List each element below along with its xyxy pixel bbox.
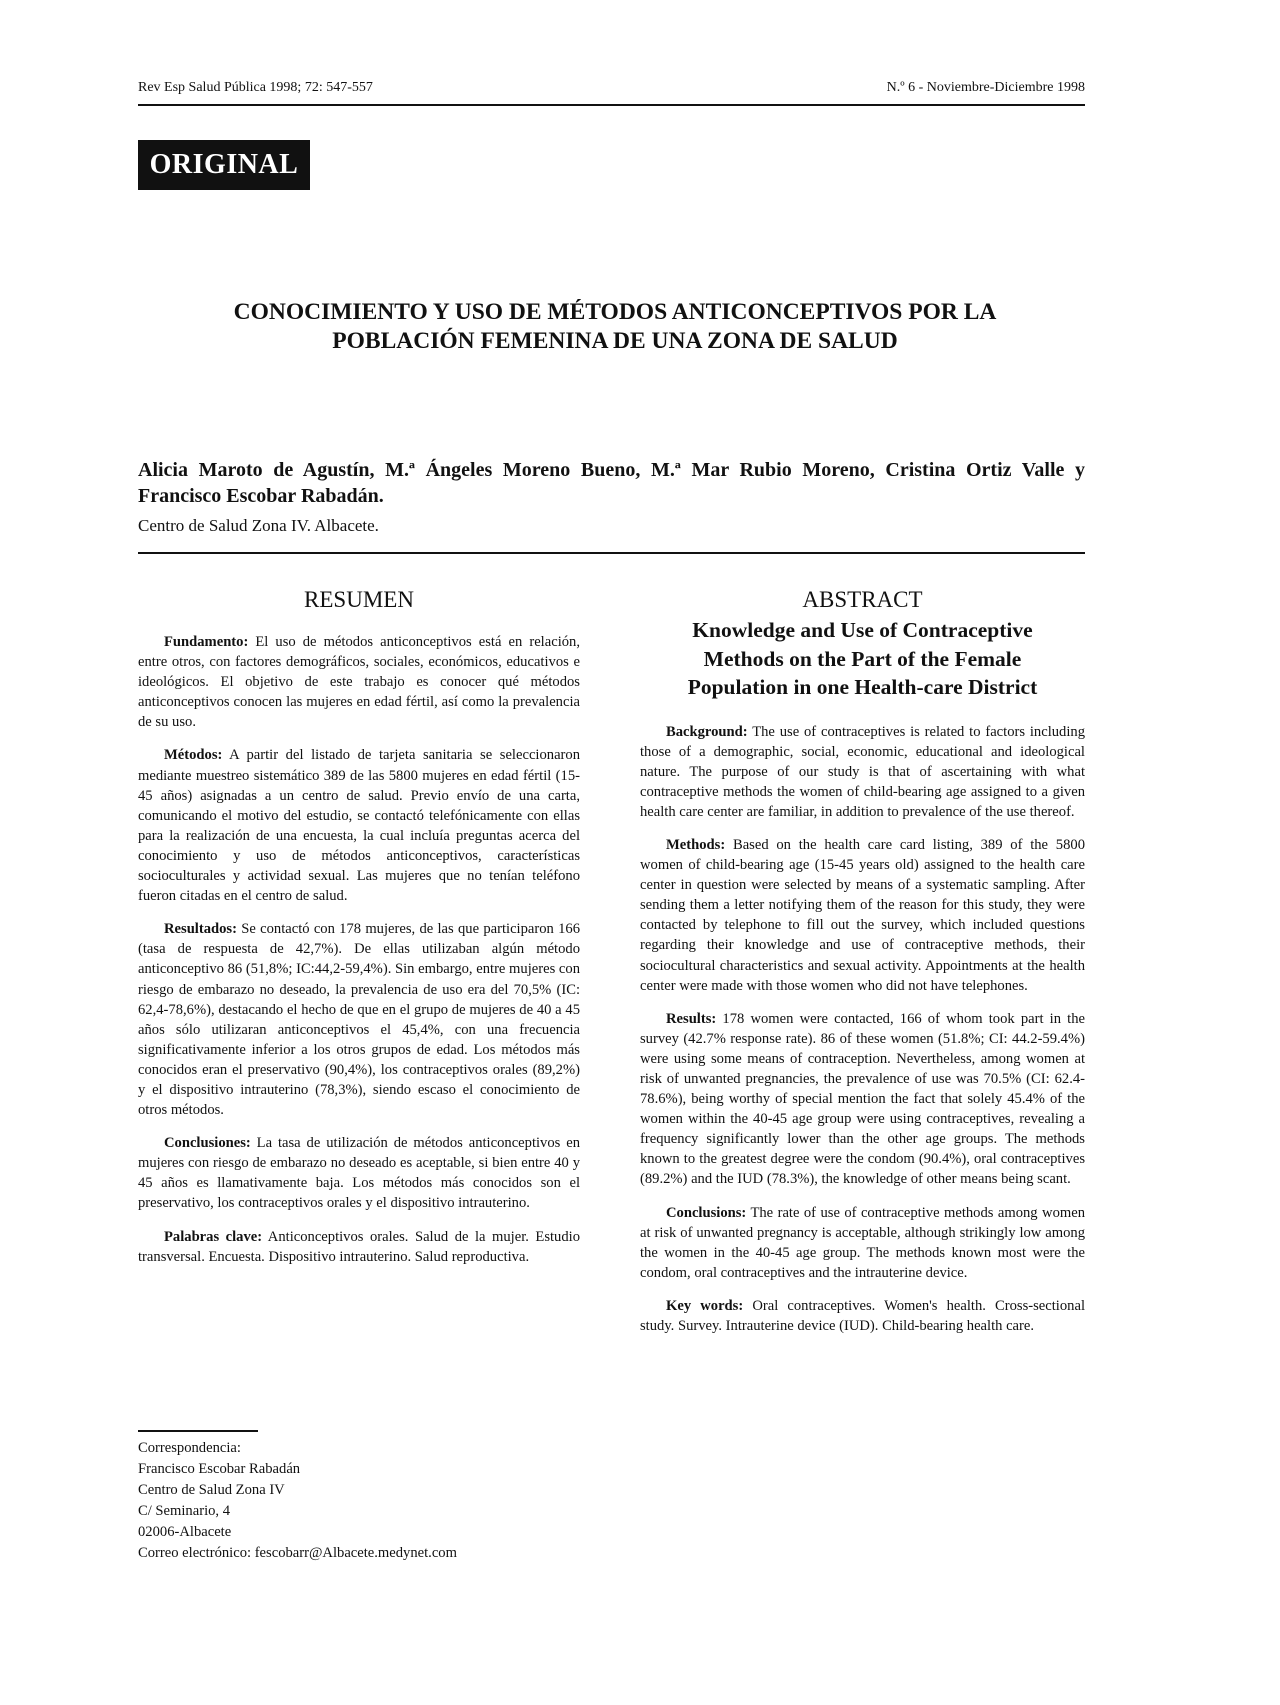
correspondence-city: 02006-Albacete [138,1524,232,1540]
abstract-column [640,586,1085,1349]
metodos-paragraph [138,745,580,906]
resultados-paragraph [138,919,580,1120]
journal-reference: Rev Esp Salud Pública 1998; 72: 547-557 [138,80,373,95]
conclusions-paragraph [640,1203,1085,1283]
methods-paragraph [640,835,1085,996]
background-paragraph [640,722,1085,822]
article-title [150,298,1080,356]
correspondence-block [138,1438,457,1564]
metodos-label: Métodos: [164,747,223,764]
keywords-label: Key words: [666,1297,744,1314]
results-text: 178 women were contacted, 166 of whom took part in the survey (42.7% response rate). 86 of these women (51.8%; CI: 44.2-59.4%) were using some means of contraception. Nevertheless, among women at risk of unwanted pregnancies, the prevalence of use was 70.5% (CI: 62.4-78.6%), being worthy of special mention the fact that solely 45.4% of the women within the 40-45 age group were using contraceptives, revealing a frequency significantly lower than the other age groups. The methods known to the greatest degree were the condom (90.4%), oral contraceptives (89.2%) and the IUD (78.3%), the knowledge of other means being scant. [640,1010,1085,1188]
article-type-badge: ORIGINAL [138,140,310,190]
correspondence-center: Centro de Salud Zona IV [138,1482,285,1498]
palabras-clave-text: Anticonceptivos orales. Salud de la mujer. Estudio transversal. Encuesta. Dispositivo intrauterino. Salud reproductiva. [138,1228,581,1265]
abstract-title-line-1: Knowledge and Use of Contraceptive [692,618,1033,642]
results-paragraph [640,1009,1085,1190]
author-list: Alicia Maroto de Agustín, M.ª Ángeles Moreno Bueno, M.ª Mar Rubio Moreno, Cristina Ortiz Valle y Francisco Escobar Rabadán. [138,459,1085,507]
results-label: Results: [666,1010,717,1027]
resultados-label: Resultados: [164,921,237,938]
footnote-rule [138,1430,258,1432]
conclusiones-paragraph [138,1133,580,1213]
abstract-title-line-2: Methods on the Part of the Female [703,646,1022,671]
keywords-text: Oral contraceptives. Women's health. Cross-sectional study. Survey. Intrauterine device (IUD). Child-bearing health care. [640,1297,1085,1335]
correspondence-email: Correo electrónico: fescobarr@Albacete.medynet.com [138,1545,457,1561]
affiliation: Centro de Salud Zona IV. Albacete. [138,516,379,535]
conclusiones-label: Conclusiones: [164,1135,251,1152]
methods-label: Methods: [666,836,726,853]
abstract-title [640,616,1085,702]
correspondence-name: Francisco Escobar Rabadán [138,1461,301,1477]
background-text: The use of contraceptives is related to factors including those of a demographic, social, economic, educational and ideological nature. The purpose of our study is that of ascertaining with what contraceptive methods the women of child-bearing age assigned to a given health care center are familiar, in addition to prevalence of the use thereof. [640,723,1085,820]
header-rule [138,104,1085,106]
correspondence-street: C/ Seminario, 4 [138,1503,231,1519]
fundamento-paragraph [138,632,580,732]
issue-info: N.º 6 - Noviembre-Diciembre 1998 [886,80,1085,95]
title-line-2: POBLACIÓN FEMENINA DE UNA ZONA DE SALUD [332,328,898,354]
title-line-1: CONOCIMIENTO Y USO DE MÉTODOS ANTICONCEPTIVOS POR LA [233,299,997,325]
abstract-heading: ABSTRACT [802,587,923,612]
conclusions-label: Conclusions: [666,1204,747,1221]
metodos-text: A partir del listado de tarjeta sanitaria se seleccionaron mediante muestreo sistemático 389 de las 5800 mujeres en edad fértil (15-45 años) asignadas a un centro de salud. Previo envío de una carta, comunicando el motivo del estudio, se contactó telefónicamente con ellas para la realización de una encuesta, la cual incluía preguntas acerca del conocimiento y uso de métodos anticonceptivos, características socioculturales y actividad sexual. Las mujeres que no tenían teléfono fueron citadas en el centro de salud. [138,747,580,905]
resumen-heading: RESUMEN [304,587,414,612]
abstract-title-line-3: Population in one Health-care District [687,675,1038,699]
correspondence-label: Correspondencia: [138,1440,241,1456]
resumen-column [138,586,580,1280]
palabras-clave-paragraph [138,1227,580,1267]
palabras-clave-label: Palabras clave: [164,1228,263,1245]
methods-text: Based on the health care card listing, 389 of the 5800 women of child-bearing age (15-45 years old) assigned to the health care center in question were selected by means of a systematic sampling. After sending them a letter notifying them of the reason for this study, they were contacted by telephone to fill out the survey, which included questions regarding their knowledge and use of contraceptive methods, their sociocultural characteristics and sexual activity. Appointments at the health center were made with those women who did not have telephones. [640,836,1085,994]
keywords-paragraph [640,1296,1085,1336]
resultados-text: Se contactó con 178 mujeres, de las que participaron 166 (tasa de respuesta de 42,7%). De ellas utilizaban algún método anticonceptivo 86 (51,8%; IC:44,2-59,4%). Sin embargo, entre mujeres con riesgo de embarazo no deseado, la prevalencia de uso era del 70,5% (IC: 62,4-78,6%), destacando el hecho de que en el grupo de mujeres de 40 a 45 años sólo utilizaran anticonceptivos el 45,4%, con una frecuencia significativamente inferior a los otros grupos de edad. Los métodos más conocidos eran el preservativo (90,4%), los contraceptivos orales (89,2%) y el dispositivo intrauterino (78,3%), siendo escaso el conocimiento de otros métodos. [138,921,580,1119]
fundamento-text: El uso de métodos anticonceptivos está en relación, entre otros, con factores demográficos, sociales, económicos, educativos e ideológicos. El objetivo de este trabajo es conocer qué métodos anticonceptivos conocen las mujeres en edad fértil, así como la prevalencia de su uso. [138,634,580,731]
running-header [138,80,1085,102]
background-label: Background: [666,723,748,740]
section-rule [138,552,1085,554]
conclusions-text: The rate of use of contraceptive methods among women at risk of unwanted pregnancy is acceptable, although strikingly low among the women in the 40-45 age group. The methods known most were the condom, oral contraceptives and the intrauterine device. [640,1204,1085,1281]
fundamento-label: Fundamento: [164,634,249,650]
conclusiones-text: La tasa de utilización de métodos anticonceptivos en mujeres con riesgo de embarazo no deseado es aceptable, si bien entre 40 y 45 años es llamativamente baja. Los métodos más conocidos son el preservativo, los contraceptivos orales y el dispositivo intrauterino. [138,1135,580,1212]
